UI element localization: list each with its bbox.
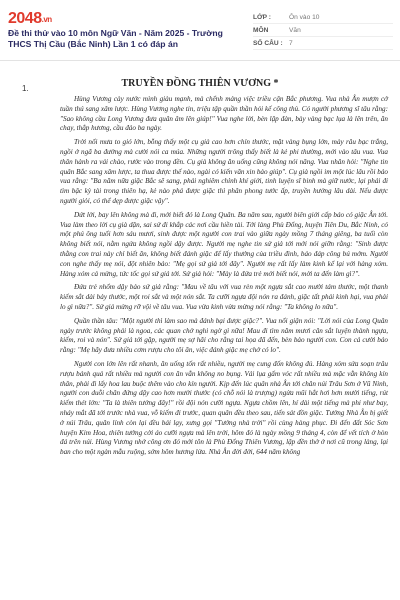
meta-key: SỐ CÂU : (253, 39, 283, 47)
story-paragraph: Đứa trẻ nhổm dậy bảo sứ giả rằng: "Mau về tâu với vua rèn một ngựa sắt cao mười tám thước, một thanh kiếm sắt dài bảy thước, một roi sắt và một nón sắt. Ta cưỡi ngựa đội nón ra đánh, giặc tất phải kinh hại, vua phải lo gì nữa?". Sứ giả mừng rỡ vội về tâu vua. Vua vừa kinh vừa mừng nói rằng: "Ta không lo nữa". (60, 283, 388, 311)
story-paragraph: Quần thần tâu: "Một người thì làm sao mà đánh bại được giặc?". Vua nổi giận nói: "Lời nói của Long Quân ngày trước không phải là ngoa, các quan chớ nghi ngờ gì nữa! Mau đi tìm năm mươi cân sắt luyện thành ngựa, kiếm, roi và nón". Sứ giả tới gặp, người mẹ sợ hãi cho rằng tai họa đã đến, bèn bảo người con. Con cả cười bảo rằng: "Mẹ hãy đưa nhiều cơm rượu cho tôi ăn, việc đánh giặc mẹ chớ có lo". (60, 316, 388, 355)
meta-value: Văn (289, 26, 301, 34)
meta-row-subject (253, 24, 393, 37)
meta-key: LỚP : (253, 13, 271, 21)
meta-row-count (253, 37, 393, 50)
story-paragraph: Trời nổi mưa to gió lớn, bỗng thấy một cụ già cao hơn chín thước, mặt vàng bụng lớn, mày râu bạc trắng, ngồi ở ngã ba đường mà cười nói ca múa. Những người trông thấy biết là kẻ phi thường, mới vào tâu vua. Vua thân hành ra vái chào, rước vào trong đền. Cụ già không ăn uống cũng không nói năng. Vua nhân hỏi: "Nghe tin quân Bắc sang xâm lược, ta thua được thế nào, ngài có kiến văn xin bảo giúp". Cụ già ngồi im một lúc lâu rồi bảo vua rằng: "Ba năm nữa giặc Bắc sẽ sang, phải nghiêm chỉnh khí giới, tinh luyện sĩ binh mà giữ nước, lại phải đi tìm bậc kỳ tài trong thiên hạ, kẻ nào phá được giặc thì phân phong tước ấp, truyền hưởng lâu dài. Nếu được người giỏi, có thể dẹp được giặc vậy". (60, 138, 388, 205)
story-title: TRUYỀN ĐỒNG THIÊN VƯƠNG * (121, 78, 279, 89)
meta-key: MÔN (253, 26, 269, 34)
meta-value: 7 (289, 39, 293, 47)
question-number: 1. (22, 84, 29, 93)
story-paragraph: Người con lớn lên rất nhanh, ăn uống tốn rất nhiều, người mẹ cung đốn không đủ. Hàng xóm sửa soạn trâu rượu bánh quả rất nhiều mà người con ăn vẫn không no bụng. Vải lụa gấm vóc rất nhiều mà mặc vẫn không kín thân, phải đi lấy hoa lau buộc thêm vào cho kín người. Kịp đến lúc quân nhà Ân tới chân núi Trâu Sơn ở Vũ Ninh, người con duỗi chân đứng dậy cao hơn mười thước (có chỗ nói là trượng) ngửa mũi hắt hơi hơn mười tiếng, rút kiếm thét lớn: "Ta là thiên tướng đây!" rồi đội nón cưỡi ngựa. Ngựa chồm lên, hí dài một tiếng mà phi như bay, nháy mắt đã tới trước nhà vua, vỗ kiếm đi trước, quan quân đều theo sau, tiến sát đồn giặc. Tướng Nhà Ân bị giết ở núi Trâu, quân lính còn lại đều bái lạy, xưng gọi "Tướng nhà trời" rồi cùng hàng phục. Đi đến đất Sóc Sơn huyện Kim Hoa, thiên tướng cởi áo cưỡi ngựa mà lên trời, hôm đó là ngày mồng 9 tháng 4, còn để vết tích ở hòn đá trên núi. Hùng Vương nhớ công ơn đó mới tôn là Phù Đổng Thiên Vương, lập đền thờ ở nơi cũ trong làng, lại ban cho một ngàn mẫu ruộng, sớm hôm hương lửa. Nhà Ân đời đời, 644 năm không (60, 359, 388, 457)
logo-main: 2048 (8, 10, 42, 27)
story-paragraph: Dứt lời, bay lên không mà đi, mới biết đó là Long Quân. Ba năm sau, người biên giới cấp báo có giặc Ân tới. Vua làm theo lời cụ già dặn, sai sứ đi khắp các nơi cầu hiền tài. Tới làng Phù Đổng, huyện Tiên Du, Bắc Ninh, có một phú ông tuổi hơn sáu mươi, sinh được một người con trai vào giữa ngày mồng 7 tháng giêng, ba tuổi còn không biết nói, nằm ngửa không ngồi dậy được. Người mẹ nghe tin sứ giả tới mới nói giỡn rằng: "Sinh được thằng con trai này chỉ biết ăn, không biết đánh giặc để lấy thưởng của triều đình, báo đáp công bú mớm. Người con nghe thấy mẹ nói, đột nhiên bảo: "Mẹ gọi sứ giả tới đây". Người mẹ rất lấy làm kinh kể lại với hàng xóm. Hàng xóm cả mừng, tức tốc gọi sứ giả tới. Sứ giả hỏi: "Mày là đứa trẻ mới biết nói, mời ta đến làm gì?". (60, 210, 388, 278)
logo-suffix: .vn (41, 15, 52, 24)
site-logo[interactable] (8, 10, 52, 28)
story-text (60, 95, 388, 462)
meta-row-class (253, 11, 393, 24)
meta-table (253, 11, 393, 50)
header (0, 0, 400, 61)
meta-value: Ôn vào 10 (289, 13, 320, 21)
story-paragraph: Hùng Vương cày nước mình giàu mạnh, mà chểnh mảng việc triều cận Bắc phương. Vua nhà Ân mượn cớ tuần thú sang xâm lược. Hùng Vương nghe tin, triệu tập quần thần hỏi kế công thủ. Có người phương sĩ tâu rằng: "Sao không cầu Long Vương đưa quân âm lên giúp!" Vua nghe lời, bèn lập đàn, bày vàng bạc lụa là lên trên, ăn chay, thắp hương, cầu đảo ba ngày. (60, 95, 388, 133)
document-title: Đề thi thử vào 10 môn Ngữ Văn - Năm 2025 - Trường THCS Thị Cầu (Bắc Ninh) Lần 1 có đáp án (8, 28, 223, 49)
